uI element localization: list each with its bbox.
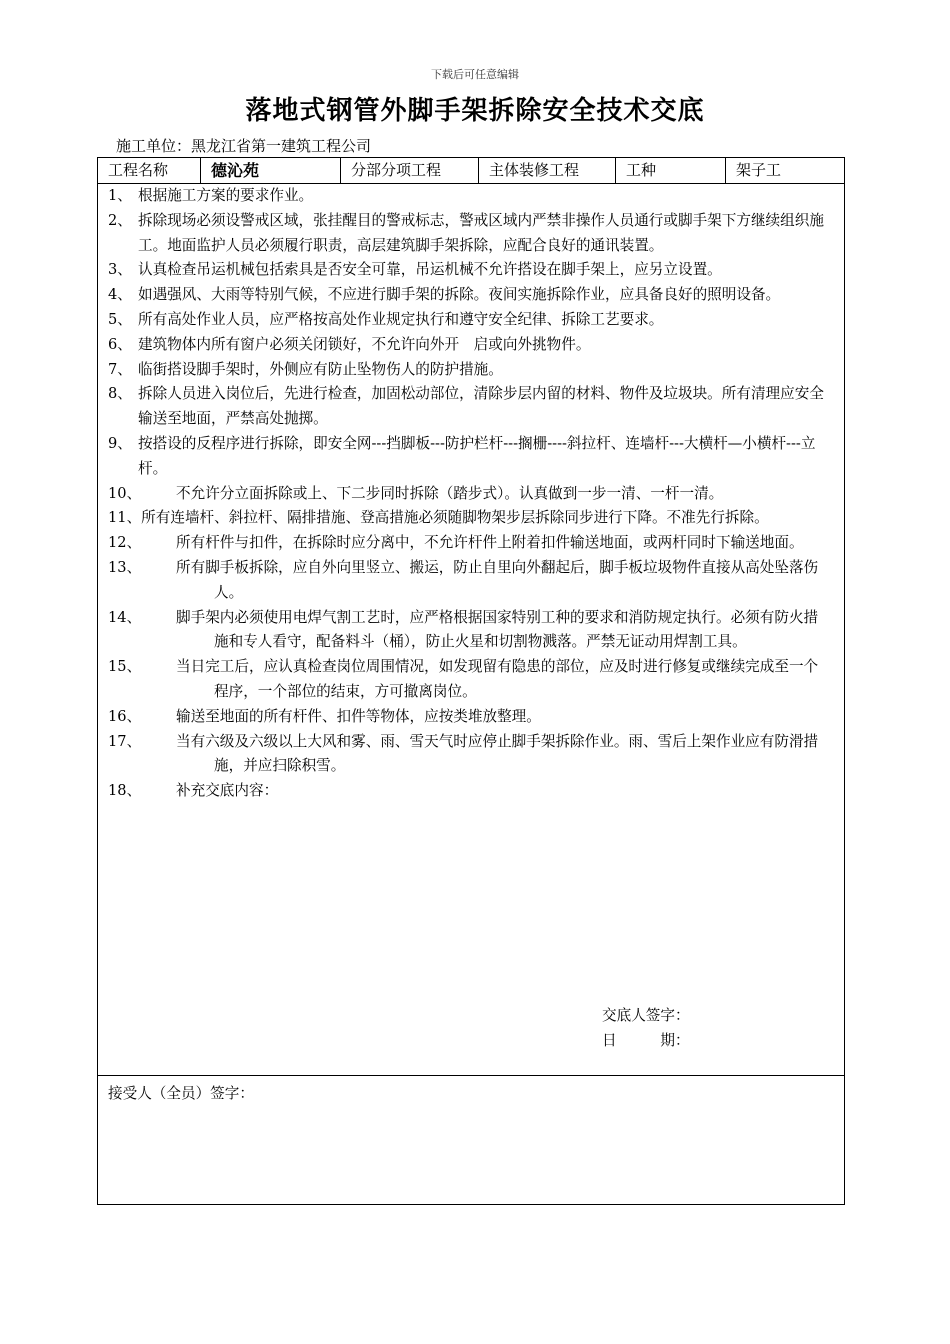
item-text: 根据施工方案的要求作业。 bbox=[138, 187, 314, 204]
item-text: 认真检查吊运机械包括索具是否安全可靠，吊运机械不允许搭设在脚手架上，应另立设置。 bbox=[138, 261, 722, 279]
item-number: 4、 bbox=[108, 286, 132, 304]
item-number: 2、 bbox=[108, 211, 132, 229]
item-number: 8、 bbox=[108, 385, 132, 403]
date-label: 日 期： bbox=[602, 1032, 690, 1049]
list-item bbox=[108, 358, 828, 383]
document-title: 落地式钢管外脚手架拆除安全技术交底 bbox=[245, 96, 705, 126]
item-text: 拆除人员进入岗位后，先进行检查，加固松动部位，清除步层内留的材料、物件及垃圾块。所有清理应安全输送至地面，严禁高处抛掷。 bbox=[138, 385, 824, 428]
list-item bbox=[108, 730, 828, 780]
item-number: 1、 bbox=[108, 187, 132, 204]
list-item bbox=[108, 705, 828, 730]
item-number: 12、 bbox=[108, 534, 142, 552]
item-number: 10、 bbox=[108, 484, 142, 502]
item-text: 不允许分立面拆除或上、下二步同时拆除（踏步式）。认真做到一步一清、一杆一清。 bbox=[176, 484, 724, 502]
item-number: 13、 bbox=[108, 558, 142, 576]
signature-block bbox=[602, 1003, 690, 1053]
construction-unit: 施工单位：黑龙江省第一建筑工程公司 bbox=[116, 137, 372, 155]
item-text: 脚手架内必须使用电焊气割工艺时，应严格根据国家特别工种的要求和消防规定执行。必须有防火措施和专人看守，配备料斗（桶），防止火星和切割物溅落。严禁无证动用焊割工具。 bbox=[176, 608, 819, 651]
list-item bbox=[108, 283, 828, 308]
list-item bbox=[108, 432, 828, 482]
list-item bbox=[108, 531, 828, 556]
item-number: 17、 bbox=[108, 732, 142, 750]
item-text: 临街搭设脚手架时，外侧应有防止坠物伤人的防护措施。 bbox=[138, 360, 503, 378]
item-text: 所有高处作业人员，应严格按高处作业规定执行和遵守安全纪律、拆除工艺要求。 bbox=[138, 310, 664, 328]
discloser-signature-label: 交底人签字： bbox=[602, 1007, 690, 1024]
project-info-row bbox=[98, 158, 844, 184]
trade-value: 架子工 bbox=[736, 161, 782, 179]
list-item bbox=[108, 258, 828, 283]
item-text: 拆除现场必须设警戒区域，张挂醒目的警戒标志，警戒区域内严禁非操作人员通行或脚手架下方继续组织施工。地面监护人员必须履行职责，高层建筑脚手架拆除，应配合良好的通讯装置。 bbox=[138, 211, 824, 254]
list-item bbox=[108, 382, 828, 432]
list-item bbox=[108, 506, 828, 531]
item-number: 9、 bbox=[108, 434, 132, 452]
project-name-label: 工程名称 bbox=[98, 158, 201, 183]
item-text: 建筑物体内所有窗户必须关闭锁好，不允许向外开 启或向外挑物件。 bbox=[138, 335, 591, 353]
disclosure-items bbox=[98, 184, 844, 1076]
list-item bbox=[108, 779, 828, 804]
list-item bbox=[108, 184, 828, 209]
item-text: 当有六级及六级以上大风和雾、雨、雪天气时应停止脚手架拆除作业。雨、雪后上架作业应有防滑措施，并应扫除积雪。 bbox=[176, 732, 819, 775]
subproject-value: 主体装修工程 bbox=[479, 158, 616, 183]
item-text: 所有脚手板拆除，应自外向里竖立、搬运，防止自里向外翻起后，脚手板垃圾物件直接从高处坠落伤人。 bbox=[176, 558, 819, 601]
list-item bbox=[108, 655, 828, 705]
item-number: 5、 bbox=[108, 310, 132, 328]
item-number: 7、 bbox=[108, 360, 132, 378]
item-number: 16、 bbox=[108, 707, 142, 725]
item-text: 如遇强风、大雨等特别气候，不应进行脚手架的拆除。夜间实施拆除作业，应具备良好的照明设备。 bbox=[138, 286, 781, 304]
list-item bbox=[108, 482, 828, 507]
receiver-signature-label: 接受人（全员）签字： bbox=[108, 1085, 254, 1102]
project-name-value: 德沁苑 bbox=[201, 158, 341, 183]
item-text: 当日完工后，应认真检查岗位周围情况，如发现留有隐患的部位，应及时进行修复或继续完成至一个程序，一个部位的结束，方可撤离岗位。 bbox=[176, 658, 819, 700]
list-item bbox=[108, 556, 828, 606]
list-item bbox=[108, 606, 828, 656]
list-item bbox=[108, 308, 828, 333]
item-text: 输送至地面的所有杆件、扣件等物体，应按类堆放整理。 bbox=[176, 707, 541, 725]
item-text: 所有连墙杆、斜拉杆、隔排措施、登高措施必须随脚物架步层拆除同步进行下降。不准先行拆除。 bbox=[141, 509, 769, 527]
item-text: 按搭设的反程序进行拆除，即安全网---挡脚板---防护栏杆---搁栅----斜拉杆、连墙杆---大横杆—小横杆---立杆。 bbox=[138, 434, 816, 477]
item-number: 18、 bbox=[108, 782, 142, 800]
item-number: 15、 bbox=[108, 658, 142, 676]
item-text: 补充交底内容： bbox=[176, 782, 279, 800]
disclosure-table bbox=[97, 157, 845, 1205]
item-text: 所有杆件与扣件，在拆除时应分离中，不允许杆件上附着扣件输送地面，或两杆同时下输送地面。 bbox=[176, 534, 804, 552]
item-number: 6、 bbox=[108, 335, 132, 353]
trade-label: 工种 bbox=[616, 158, 726, 183]
item-number: 14、 bbox=[108, 608, 142, 626]
item-number: 11、 bbox=[108, 509, 142, 527]
item-number: 3、 bbox=[108, 261, 132, 279]
subproject-label: 分部分项工程 bbox=[341, 158, 479, 183]
list-item bbox=[108, 333, 828, 358]
list-item bbox=[108, 209, 828, 259]
header-note: 下载后可任意编辑 bbox=[431, 68, 519, 81]
